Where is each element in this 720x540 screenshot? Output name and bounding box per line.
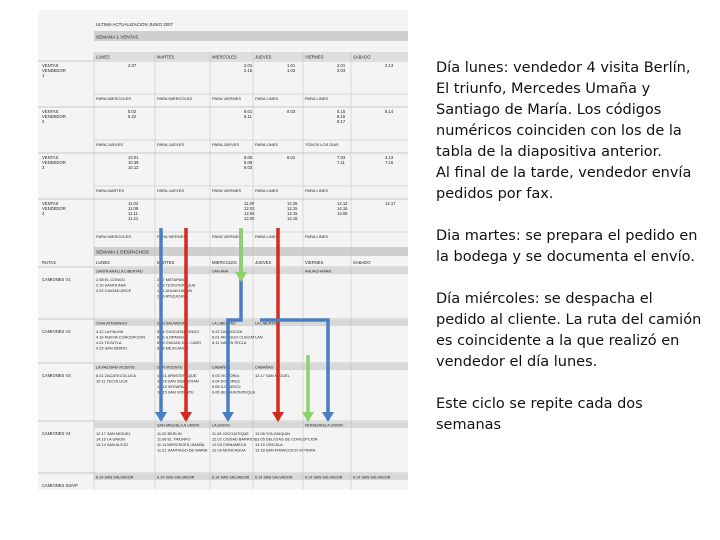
note-fax: Al final de la tarde, vendedor envía pedidos por fax. <box>436 165 692 202</box>
truck-stop: 12.03 CHINAMECA <box>212 442 247 447</box>
truck-stop: 4.12 LA PALMA <box>96 329 124 334</box>
truck-stop: 9.03 VICTORIA <box>212 373 239 378</box>
truck-head-bar <box>94 422 408 428</box>
truck-head: LA PAZ/SAN VICENTE <box>96 365 135 370</box>
fax-label: PARA LINES <box>255 142 279 147</box>
truck-stop: 12.09 MONCAGUA <box>212 447 246 453</box>
sales-code: 8.05 <box>244 155 253 160</box>
sales-code: 5.22 <box>128 114 137 119</box>
fax-label: PARA LINES <box>255 234 279 239</box>
sales-code: 5.02 <box>128 109 137 114</box>
vendor-label: 3 <box>42 165 45 170</box>
vendor-label: VENTAS <box>42 201 59 206</box>
truck-name: CAMIONES SS/VP <box>42 483 78 488</box>
sales-code: 14.16 <box>337 206 348 211</box>
dispatch-day-header: SABADO <box>353 260 371 265</box>
truck-stop: 11.09 JOCOAITIQUE <box>212 431 249 436</box>
sales-code: 11.21 <box>128 216 139 221</box>
dispatch-day-header: LUNES <box>96 260 110 265</box>
truck-stop: 12.02 CIUDAD BARRIOS <box>212 436 257 442</box>
note-cycle: Este ciclo se repite cada dos semanas <box>436 396 643 433</box>
note-tuesday: Dia martes: se prepara el pedido en la bodega y se documenta el envío. <box>436 228 698 265</box>
fax-label: PARA VIERNES <box>212 234 242 239</box>
sales-code: 2.01 <box>337 63 346 68</box>
truck-head: 6.14 SAN SALVADOR <box>255 475 293 480</box>
fax-label: PARA VIERNES <box>212 188 242 193</box>
truck-stop: 11.06 EL TRIUNFO <box>157 436 191 442</box>
vendor-label: VENTAS <box>42 155 59 160</box>
dispatch-day-header: JUEVES <box>255 260 272 265</box>
fax-label: PARA JUEVES <box>157 188 185 193</box>
day-header: SABADO <box>353 54 371 60</box>
truck-stop: 2.10 SANTA ANA <box>96 282 126 288</box>
truck-head: AHUACHAPAN <box>305 269 332 274</box>
sales-code: 8.03 <box>287 109 296 114</box>
truck-stop: 13.05 DELICIAS DE CONCEPCION <box>255 436 318 442</box>
sales-code: 12.12 <box>337 201 348 206</box>
truck-head: LA LIBERTAD <box>212 321 236 326</box>
sales-code: 12.09 <box>244 216 255 221</box>
truck-head: SANTA ANALLA LIBERTAD <box>96 269 143 274</box>
truck-head: CABAÑAS <box>255 365 274 370</box>
truck-stop: 14.16 LA UNION <box>96 436 125 442</box>
truck-stop: 5.11 SANTA TECLA <box>212 340 247 345</box>
vendor-label: VENTAS <box>42 109 59 114</box>
day-header: VIERNES <box>305 54 324 60</box>
sales-code: 11.02 <box>128 201 139 206</box>
fax-label: PARA JUEVES <box>212 142 240 147</box>
fax-label: PARA MIERCOLES <box>157 96 193 101</box>
sales-code: 12.15 <box>287 216 298 221</box>
truck-stop: 1.13 TEXISTEPEQUE <box>157 282 196 288</box>
sales-code: 8.02 <box>287 155 296 160</box>
vendor-label: 4 <box>42 211 45 216</box>
truck-stop: 8.21 ZACATECOLUCA <box>96 373 136 378</box>
sales-code: 8.16 <box>337 114 346 119</box>
truck-stop: 10.21 APASTEPEQUE <box>157 373 197 378</box>
truck-stop: 10.13 VERAPAZ <box>157 384 186 389</box>
sales-code: 10.01 <box>128 155 139 160</box>
sales-code: 5.15 <box>337 109 346 114</box>
sales-code: 10.12 <box>128 165 139 170</box>
sales-code: 1.01 <box>287 63 296 68</box>
sales-code: 4.13 <box>385 155 394 160</box>
vendor-label: VENDEDOR <box>42 160 66 165</box>
sales-code: 8.06 <box>244 160 253 165</box>
fax-label: PARA JUEVES <box>157 142 185 147</box>
sales-code: 11.11 <box>128 211 138 216</box>
day-header: JUEVES <box>255 54 272 60</box>
fax-label: PARA LINES <box>305 234 329 239</box>
truck-stop: 1.01 AHUACHAPAN <box>157 288 193 293</box>
fax-label: PARA LINES <box>305 188 329 193</box>
sales-code: 8.03 <box>244 165 253 170</box>
sales-code: 7.15 <box>385 160 394 165</box>
truck-stop: 1.03 ATIQUIZAYA <box>157 293 188 299</box>
note-monday: Día lunes: vendedor 4 visita Berlín, El triunfo, Mercedes Umaña y Santiago de María. Los códigos numéricos coinciden con los de la tabla de la diapositiva anterior. <box>436 60 691 160</box>
sales-code: 12.25 <box>287 201 298 206</box>
truck-stop: 9.05 ILOBASCO <box>212 384 241 389</box>
truck-stop: 14.14 SAN ALEJO <box>96 442 129 447</box>
sales-code: 2.15 <box>244 68 253 73</box>
truck-stop: 13.15 OSICALA <box>255 442 283 447</box>
sales-code: 11.09 <box>128 206 139 211</box>
sales-code: 2.07 <box>128 63 137 68</box>
schedule-scan-image <box>38 10 408 490</box>
truck-head-bar <box>94 364 408 370</box>
truck-head: 6.14 SAN SALVADOR <box>353 475 391 480</box>
fax-label: PARA VIERNES <box>212 96 242 101</box>
dispatch-day-header: VIERNES <box>305 260 324 265</box>
truck-stop: 10.11 TECOLUCA <box>96 378 128 384</box>
truck-head: 6.14 SAN SALVADOR <box>157 475 195 480</box>
truck-head: SAN MIGUEL/LA UNION <box>157 423 200 428</box>
truck-stop: 5.06 ILOPANGO <box>157 334 186 340</box>
truck-stop: 5.04 CUSCATANCINGO <box>157 329 200 334</box>
truck-stop: 2.08 EL CONGO <box>96 277 126 282</box>
fax-label: TODOS LOS DIAS <box>305 142 339 147</box>
sales-code: 12.03 <box>244 206 255 211</box>
truck-stop: 5.08 MEJICANOS <box>157 345 189 351</box>
sales-code: 12.15 <box>287 211 298 216</box>
truck-stop: 4.21 TEJUTLA <box>96 340 122 345</box>
vendor-label: 2 <box>42 119 45 124</box>
week-dispatch-label: SEMANA 1 DESPACHOS <box>96 249 149 255</box>
scan-header: ULTIMA ACTUALIZACION JUNIO 2007 <box>96 22 174 27</box>
truck-stop: 9.04 DOLORES <box>212 378 240 384</box>
day-header: MIERCOLES <box>212 54 237 60</box>
truck-name: CAMIONES V1 <box>42 277 71 282</box>
sales-code: 12.06 <box>244 211 255 216</box>
fax-label: PARA MIERCOLES <box>96 234 132 239</box>
sales-code: 8.14 <box>385 109 394 114</box>
week-sales-label: SEMANA 1 VENTAS <box>96 34 139 40</box>
sales-code: 12.17 <box>385 201 396 206</box>
truck-head: LA UNION <box>212 423 230 428</box>
truck-stop: 5.22 ZARAGOZA <box>212 329 243 334</box>
vendor-label: VENTAS <box>42 63 59 68</box>
fax-label: PARA MARTES <box>96 188 125 193</box>
truck-head-bar <box>94 320 408 326</box>
truck-stop: 13.18 SAN FRANCISCO GOTERA <box>255 447 316 453</box>
truck-stop: 8.16 CIUDAD DEL CARD <box>157 340 202 345</box>
truck-head: CHALATENANGO <box>96 321 128 326</box>
truck-stop: 13.06 YOLOAIQUIN <box>255 431 290 436</box>
dispatch-day-header: MARTES <box>157 260 175 265</box>
truck-stop: 4.25 SAN ISIDRO <box>96 345 128 351</box>
truck-head: 6.14 SAN SALVADOR <box>96 475 134 480</box>
sales-code: 8.17 <box>337 119 346 124</box>
sales-code: 8.01 <box>244 109 253 114</box>
routes-label: RUTAS <box>42 260 56 265</box>
sales-code: 1.03 <box>287 68 296 73</box>
truck-stop: 11.11 MERCEDES UMAÑA <box>157 442 205 447</box>
fax-label: PARA MIERCOLES <box>96 96 132 101</box>
truck-head: SAN VICENTE <box>157 365 183 370</box>
notes-panel <box>436 58 706 457</box>
fax-label: PARA VIERNES <box>157 234 187 239</box>
note-wednesday: Día miércoles: se despacha el pedido al cliente. La ruta del camión es coincidente a la que realizó en vendedor el día lunes. <box>436 291 702 370</box>
truck-name: CAMIONES V3 <box>42 373 71 378</box>
day-header: LUNES <box>96 54 110 60</box>
truck-name: CAMIONES V2 <box>42 329 71 334</box>
dispatch-day-header: MIERCOLES <box>212 260 237 265</box>
truck-head: MORAZAN/LA UNION <box>305 423 343 428</box>
truck-head: 6.14 SAN SALVADOR <box>212 475 250 480</box>
sales-code: 7.11 <box>337 160 345 165</box>
sales-code: 10.39 <box>128 160 139 165</box>
sales-code: 11.09 <box>244 201 255 206</box>
truck-stop: 8.01 ANTIGUO CUSCATLAN <box>212 334 263 340</box>
truck-stop: 12.17 SAN MIGUEL <box>96 431 131 436</box>
sales-code: 2.01 <box>244 63 253 68</box>
truck-head: SAN SALVADOR <box>157 321 186 326</box>
day-header: MARTES <box>157 54 175 60</box>
truck-head: LA LIBERTAD <box>255 321 279 326</box>
sales-code: 13.06 <box>337 211 348 216</box>
sales-code: 2.03 <box>337 68 346 73</box>
truck-stop: 4.02 CIUDAD ARCE <box>96 288 132 293</box>
fax-label: PARA JUEVES <box>96 142 124 147</box>
truck-stop: 11.21 SANTIAGO DE MARIA <box>157 447 208 453</box>
truck-head: 6.14 SAN SALVADOR <box>305 475 343 480</box>
truck-name: CAMIONES V4 <box>42 431 71 436</box>
truck-head: CABAÑAS <box>212 365 231 370</box>
truck-stop: 11.02 BERLIN <box>157 431 182 436</box>
truck-stop: 10.15 SAN VICENTE <box>157 389 194 395</box>
sales-code: 12.15 <box>287 206 298 211</box>
vendor-label: VENDEDOR <box>42 114 66 119</box>
fax-label: PARA LINES <box>305 96 329 101</box>
fax-label: PARA LINES <box>255 96 279 101</box>
vendor-label: 1 <box>42 73 45 78</box>
truck-stop: 2.07 METAPAN <box>157 277 184 282</box>
vendor-label: VENDEDOR <box>42 206 66 211</box>
sales-code: 7.03 <box>337 155 346 160</box>
truck-head: SAN ANA <box>212 269 229 274</box>
fax-label: PARA LINES <box>255 188 279 193</box>
truck-stop: 10.29 SAN SEBASTIAN <box>157 378 199 384</box>
sales-code: 8.11 <box>244 114 252 119</box>
truck-stop: 4.16 NUEVA CONCEPCION <box>96 334 146 340</box>
sales-code: 2.13 <box>385 63 394 68</box>
week-sales-bar <box>94 31 408 41</box>
vendor-label: VENDEDOR <box>42 68 66 73</box>
truck-stop: 9.06 SENSUNTEPEQUE <box>212 389 256 395</box>
truck-stop: 12.17 SAN MIGUEL <box>255 373 290 378</box>
